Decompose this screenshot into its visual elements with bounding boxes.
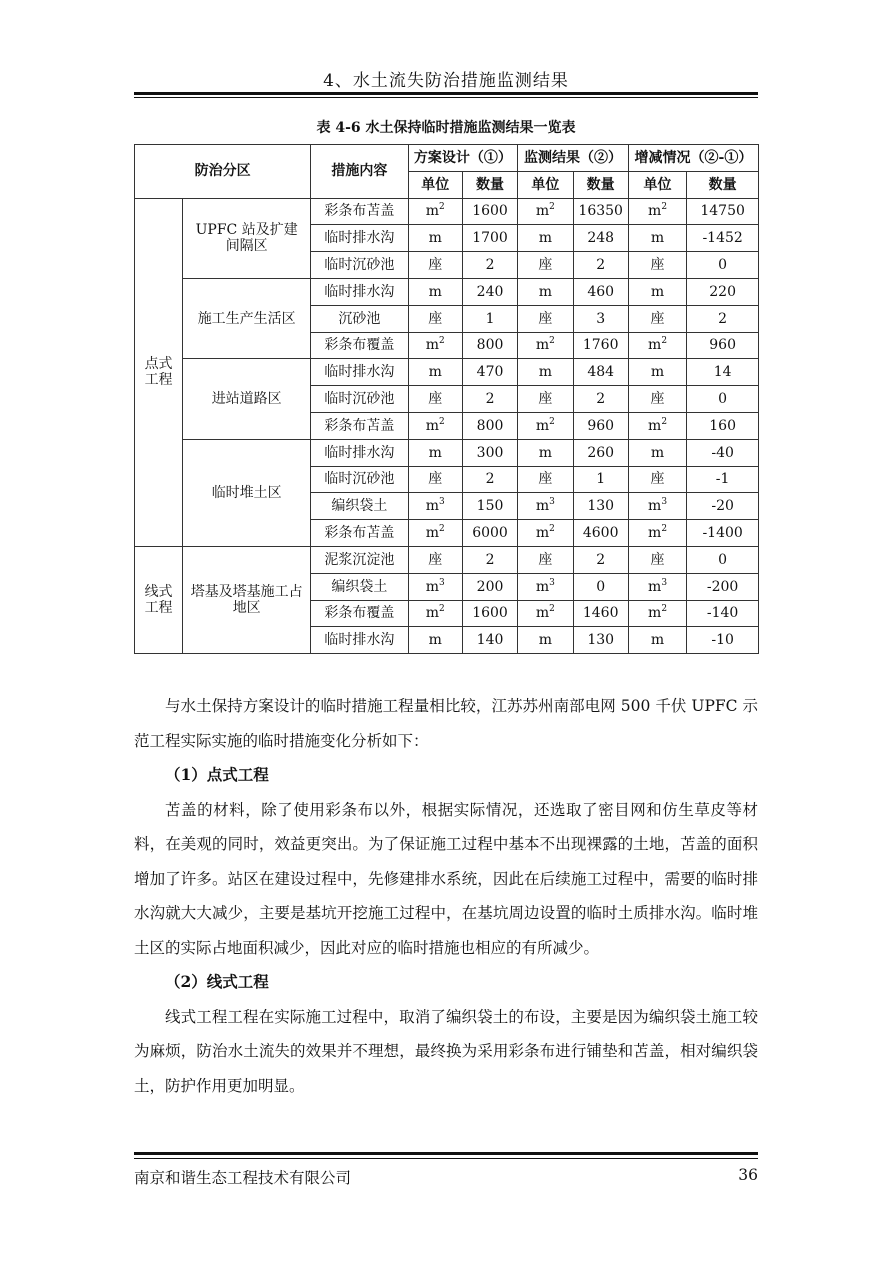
unit-cell	[408, 332, 462, 359]
monitor-qty-cell: 0	[573, 573, 628, 600]
unit-cell	[628, 198, 686, 225]
unit-text: m	[425, 417, 439, 434]
design-qty-cell: 300	[462, 439, 517, 466]
header-measure: 措施内容	[311, 145, 408, 199]
body-text	[134, 689, 758, 1103]
unit-exponent: 2	[661, 416, 668, 427]
unit-cell	[408, 412, 462, 439]
unit-cell	[518, 627, 573, 654]
unit-text: m	[650, 230, 665, 247]
unit-exponent: 2	[438, 524, 445, 535]
design-qty-cell: 150	[462, 493, 517, 520]
unit-cell	[408, 466, 462, 493]
unit-cell	[628, 278, 686, 305]
subzone-cell	[183, 198, 311, 278]
design-qty-cell: 1600	[462, 198, 517, 225]
change-qty-cell: 2	[687, 305, 759, 332]
change-qty-cell: 0	[687, 252, 759, 279]
change-qty-cell: -140	[687, 600, 759, 627]
header-rule-thin	[134, 97, 758, 98]
paragraph-line: 线式工程工程在实际施工过程中，取消了编织袋土的布设，主要是因为编织袋土施工较为麻烦，防治水土流失的效果并不理想，最终换为采用彩条布进行铺垫和苫盖，相对编织袋土，防护作用更加明显。	[134, 1007, 758, 1095]
unit-text: m	[425, 203, 439, 220]
table-caption: 表 4-6 水土保持临时措施监测结果一览表	[316, 120, 576, 136]
header-zone: 防治分区	[135, 145, 311, 199]
unit-cell	[518, 359, 573, 386]
design-qty-cell: 1	[462, 305, 517, 332]
unit-cell	[628, 466, 686, 493]
design-qty-cell: 2	[462, 386, 517, 413]
measures-table	[134, 144, 759, 654]
header-change: 增减情况（②-①）	[628, 145, 758, 172]
table-row	[135, 546, 759, 573]
unit-cell	[518, 305, 573, 332]
monitor-qty-cell: 960	[573, 412, 628, 439]
unit-text: m	[535, 337, 550, 354]
unit-text: m	[650, 364, 665, 381]
unit-cell	[518, 493, 573, 520]
unit-exponent: 2	[438, 336, 445, 347]
monitor-qty-cell: 16350	[573, 198, 628, 225]
unit-cell	[408, 198, 462, 225]
measure-cell: 临时排水沟	[311, 439, 408, 466]
unit-exponent: 2	[438, 604, 445, 615]
subzone-cell	[183, 546, 311, 653]
unit-exponent: 3	[438, 497, 445, 508]
unit-text: m	[538, 632, 552, 649]
unit-text: m	[428, 364, 442, 381]
unit-cell	[518, 412, 573, 439]
unit-cell	[628, 359, 686, 386]
unit-cell	[408, 359, 462, 386]
measure-cell: 彩条布覆盖	[311, 600, 408, 627]
header-unit: 单位	[628, 171, 686, 198]
unit-cell	[628, 573, 686, 600]
unit-text: m	[650, 632, 665, 649]
unit-exponent: 2	[438, 202, 445, 213]
header-qty: 数量	[462, 171, 517, 198]
unit-text: 座	[428, 471, 443, 488]
change-qty-cell: 220	[687, 278, 759, 305]
unit-text: 座	[650, 551, 665, 568]
subzone-label: 施工生产生活区	[197, 310, 296, 327]
unit-exponent: 2	[549, 416, 555, 427]
measure-cell: 临时排水沟	[311, 278, 408, 305]
unit-text: m	[425, 605, 439, 622]
unit-cell	[518, 252, 573, 279]
measure-cell: 临时沉砂池	[311, 466, 408, 493]
unit-text: 座	[538, 471, 553, 488]
unit-text: 座	[650, 310, 665, 327]
unit-text: m	[428, 632, 442, 649]
table-row	[135, 439, 759, 466]
unit-exponent: 3	[661, 577, 668, 588]
change-qty-cell: 960	[687, 332, 759, 359]
design-qty-cell: 2	[462, 546, 517, 573]
unit-text: m	[538, 230, 552, 247]
unit-cell	[408, 305, 462, 332]
unit-cell	[518, 198, 573, 225]
unit-exponent: 3	[438, 577, 445, 588]
change-qty-cell: -1400	[687, 520, 759, 547]
unit-text: m	[648, 525, 662, 542]
monitor-qty-cell: 260	[573, 439, 628, 466]
unit-cell	[628, 546, 686, 573]
monitor-qty-cell: 3	[573, 305, 628, 332]
unit-cell	[518, 386, 573, 413]
unit-exponent: 2	[661, 202, 668, 213]
monitor-qty-cell: 2	[573, 252, 628, 279]
subzone-label: UPFC 站及扩建间隔区	[195, 222, 298, 255]
header-design: 方案设计（①）	[408, 145, 518, 172]
footer-company: 南京和谐生态工程技术有限公司	[134, 1169, 352, 1187]
unit-cell	[628, 225, 686, 252]
unit-cell	[518, 225, 573, 252]
unit-text: 座	[428, 257, 443, 274]
unit-text: m	[535, 498, 550, 515]
unit-text: m	[425, 525, 439, 542]
header-qty: 数量	[573, 171, 628, 198]
unit-cell	[408, 225, 462, 252]
unit-exponent: 2	[549, 604, 555, 615]
unit-text: 座	[538, 391, 553, 408]
change-qty-cell: -40	[687, 439, 759, 466]
monitor-qty-cell: 130	[573, 627, 628, 654]
unit-text: m	[428, 283, 442, 300]
measure-cell: 彩条布苫盖	[311, 412, 408, 439]
monitor-qty-cell: 248	[573, 225, 628, 252]
unit-cell	[408, 546, 462, 573]
unit-text: m	[535, 525, 550, 542]
header-unit: 单位	[408, 171, 462, 198]
unit-cell	[408, 439, 462, 466]
unit-cell	[518, 546, 573, 573]
measure-cell: 临时排水沟	[311, 225, 408, 252]
monitor-qty-cell: 1760	[573, 332, 628, 359]
monitor-qty-cell: 2	[573, 386, 628, 413]
design-qty-cell: 1700	[462, 225, 517, 252]
group-cell	[135, 546, 183, 653]
measure-cell: 临时排水沟	[311, 627, 408, 654]
unit-text: m	[650, 283, 665, 300]
unit-text: m	[538, 364, 552, 381]
unit-cell	[628, 332, 686, 359]
unit-cell	[408, 573, 462, 600]
measure-cell: 彩条布苫盖	[311, 198, 408, 225]
unit-exponent: 3	[549, 577, 555, 588]
header-qty: 数量	[687, 171, 759, 198]
intro-paragraph: 与水土保持方案设计的临时措施工程量相比较，江苏苏州南部电网 500 千伏 UPFC 示范工程实际实施的临时措施变化分析如下：	[134, 697, 758, 750]
unit-text: m	[535, 578, 550, 595]
design-qty-cell: 140	[462, 627, 517, 654]
subzone-label: 塔基及塔基施工占地区	[190, 584, 303, 617]
unit-cell	[518, 466, 573, 493]
change-qty-cell: 160	[687, 412, 759, 439]
unit-cell	[628, 627, 686, 654]
measure-cell: 临时排水沟	[311, 359, 408, 386]
unit-cell	[518, 439, 573, 466]
unit-cell	[628, 493, 686, 520]
subzone-cell	[183, 439, 311, 546]
page-number: 36	[738, 1166, 758, 1184]
header-unit: 单位	[518, 171, 573, 198]
design-qty-cell: 240	[462, 278, 517, 305]
measure-cell: 编织袋土	[311, 573, 408, 600]
change-qty-cell: 14	[687, 359, 759, 386]
unit-text: m	[648, 417, 662, 434]
unit-cell	[518, 600, 573, 627]
unit-cell	[628, 305, 686, 332]
monitor-qty-cell: 2	[573, 546, 628, 573]
monitor-qty-cell: 1460	[573, 600, 628, 627]
unit-cell	[518, 520, 573, 547]
unit-text: 座	[428, 391, 443, 408]
unit-text: 座	[428, 551, 443, 568]
unit-cell	[408, 386, 462, 413]
subzone-cell	[183, 359, 311, 439]
monitor-qty-cell: 484	[573, 359, 628, 386]
unit-text: 座	[538, 310, 553, 327]
design-qty-cell: 470	[462, 359, 517, 386]
unit-exponent: 2	[661, 336, 668, 347]
unit-text: m	[425, 337, 439, 354]
unit-cell	[518, 573, 573, 600]
unit-cell	[408, 493, 462, 520]
unit-cell	[628, 520, 686, 547]
measure-cell: 临时沉砂池	[311, 252, 408, 279]
design-qty-cell: 6000	[462, 520, 517, 547]
unit-text: m	[648, 605, 662, 622]
monitor-qty-cell: 1	[573, 466, 628, 493]
unit-cell	[518, 332, 573, 359]
design-qty-cell: 800	[462, 412, 517, 439]
measure-cell: 沉砂池	[311, 305, 408, 332]
unit-exponent: 2	[549, 336, 555, 347]
monitor-qty-cell: 130	[573, 493, 628, 520]
change-qty-cell: 0	[687, 386, 759, 413]
group-cell	[135, 198, 183, 546]
unit-exponent: 2	[661, 524, 668, 535]
unit-cell	[518, 278, 573, 305]
monitor-qty-cell: 4600	[573, 520, 628, 547]
unit-cell	[628, 252, 686, 279]
measure-cell: 编织袋土	[311, 493, 408, 520]
unit-text: 座	[538, 551, 553, 568]
unit-text: m	[648, 498, 662, 515]
unit-exponent: 3	[661, 497, 668, 508]
unit-cell	[408, 600, 462, 627]
change-qty-cell: -1452	[687, 225, 759, 252]
unit-text: m	[538, 283, 552, 300]
unit-cell	[408, 520, 462, 547]
monitor-qty-cell: 460	[573, 278, 628, 305]
unit-text: m	[535, 203, 550, 220]
table-row	[135, 359, 759, 386]
change-qty-cell: -20	[687, 493, 759, 520]
page-header-title: 4、水土流失防治措施监测结果	[323, 71, 569, 91]
unit-text: m	[428, 444, 442, 461]
subzone-label: 进站道路区	[211, 391, 282, 408]
measure-cell: 泥浆沉淀池	[311, 546, 408, 573]
unit-cell	[408, 278, 462, 305]
table-row	[135, 278, 759, 305]
change-qty-cell: -1	[687, 466, 759, 493]
unit-text: m	[648, 203, 662, 220]
unit-text: m	[538, 444, 552, 461]
table-header-row	[135, 145, 759, 172]
unit-exponent: 2	[549, 524, 555, 535]
unit-cell	[408, 627, 462, 654]
unit-cell	[628, 386, 686, 413]
change-qty-cell: -200	[687, 573, 759, 600]
design-qty-cell: 2	[462, 466, 517, 493]
unit-cell	[628, 439, 686, 466]
header-monitor: 监测结果（②）	[518, 145, 629, 172]
table-row	[135, 198, 759, 225]
unit-text: m	[648, 337, 662, 354]
design-qty-cell: 2	[462, 252, 517, 279]
section-heading-line: （2）线式工程	[165, 972, 269, 991]
measure-cell: 彩条布苫盖	[311, 520, 408, 547]
unit-text: 座	[650, 471, 665, 488]
footer-rule-thin	[134, 1158, 758, 1159]
unit-cell	[628, 600, 686, 627]
unit-text: m	[425, 498, 439, 515]
unit-text: 座	[538, 257, 553, 274]
section-heading-point: （1）点式工程	[165, 765, 269, 784]
design-qty-cell: 1600	[462, 600, 517, 627]
unit-cell	[628, 412, 686, 439]
change-qty-cell: -10	[687, 627, 759, 654]
design-qty-cell: 200	[462, 573, 517, 600]
paragraph-point: 苫盖的材料，除了使用彩条布以外，根据实际情况，还选取了密目网和仿生草皮等材料，在美观的同时，效益更突出。为了保证施工过程中基本不出现裸露的土地，苫盖的面积增加了许多。站区在建设过程中，先修建排水系统，因此在后续施工过程中，需要的临时排水沟就大大减少，主要是基坑开挖施工过程中，在基坑周边设置的临时土质排水沟。临时堆土区的实际占地面积减少，因此对应的临时措施也相应的有所减少。	[134, 800, 758, 957]
change-qty-cell: 0	[687, 546, 759, 573]
unit-cell	[408, 252, 462, 279]
header-rule-thick	[134, 92, 758, 95]
measure-cell: 彩条布覆盖	[311, 332, 408, 359]
design-qty-cell: 800	[462, 332, 517, 359]
unit-exponent: 2	[661, 604, 668, 615]
unit-text: m	[428, 230, 442, 247]
unit-text: m	[648, 578, 662, 595]
footer-rule-thick	[134, 1152, 758, 1155]
measure-cell: 临时沉砂池	[311, 386, 408, 413]
group-label: 点式工程	[144, 356, 173, 389]
change-qty-cell: 14750	[687, 198, 759, 225]
unit-exponent: 2	[438, 416, 445, 427]
unit-text: m	[535, 605, 550, 622]
unit-text: m	[535, 417, 550, 434]
unit-text: 座	[650, 257, 665, 274]
group-label: 线式工程	[144, 584, 173, 617]
subzone-label: 临时堆土区	[211, 484, 282, 501]
unit-text: m	[425, 578, 439, 595]
unit-text: 座	[650, 391, 665, 408]
unit-exponent: 2	[549, 202, 555, 213]
subzone-cell	[183, 278, 311, 358]
unit-text: 座	[428, 310, 443, 327]
unit-exponent: 3	[549, 497, 555, 508]
unit-text: m	[650, 444, 665, 461]
